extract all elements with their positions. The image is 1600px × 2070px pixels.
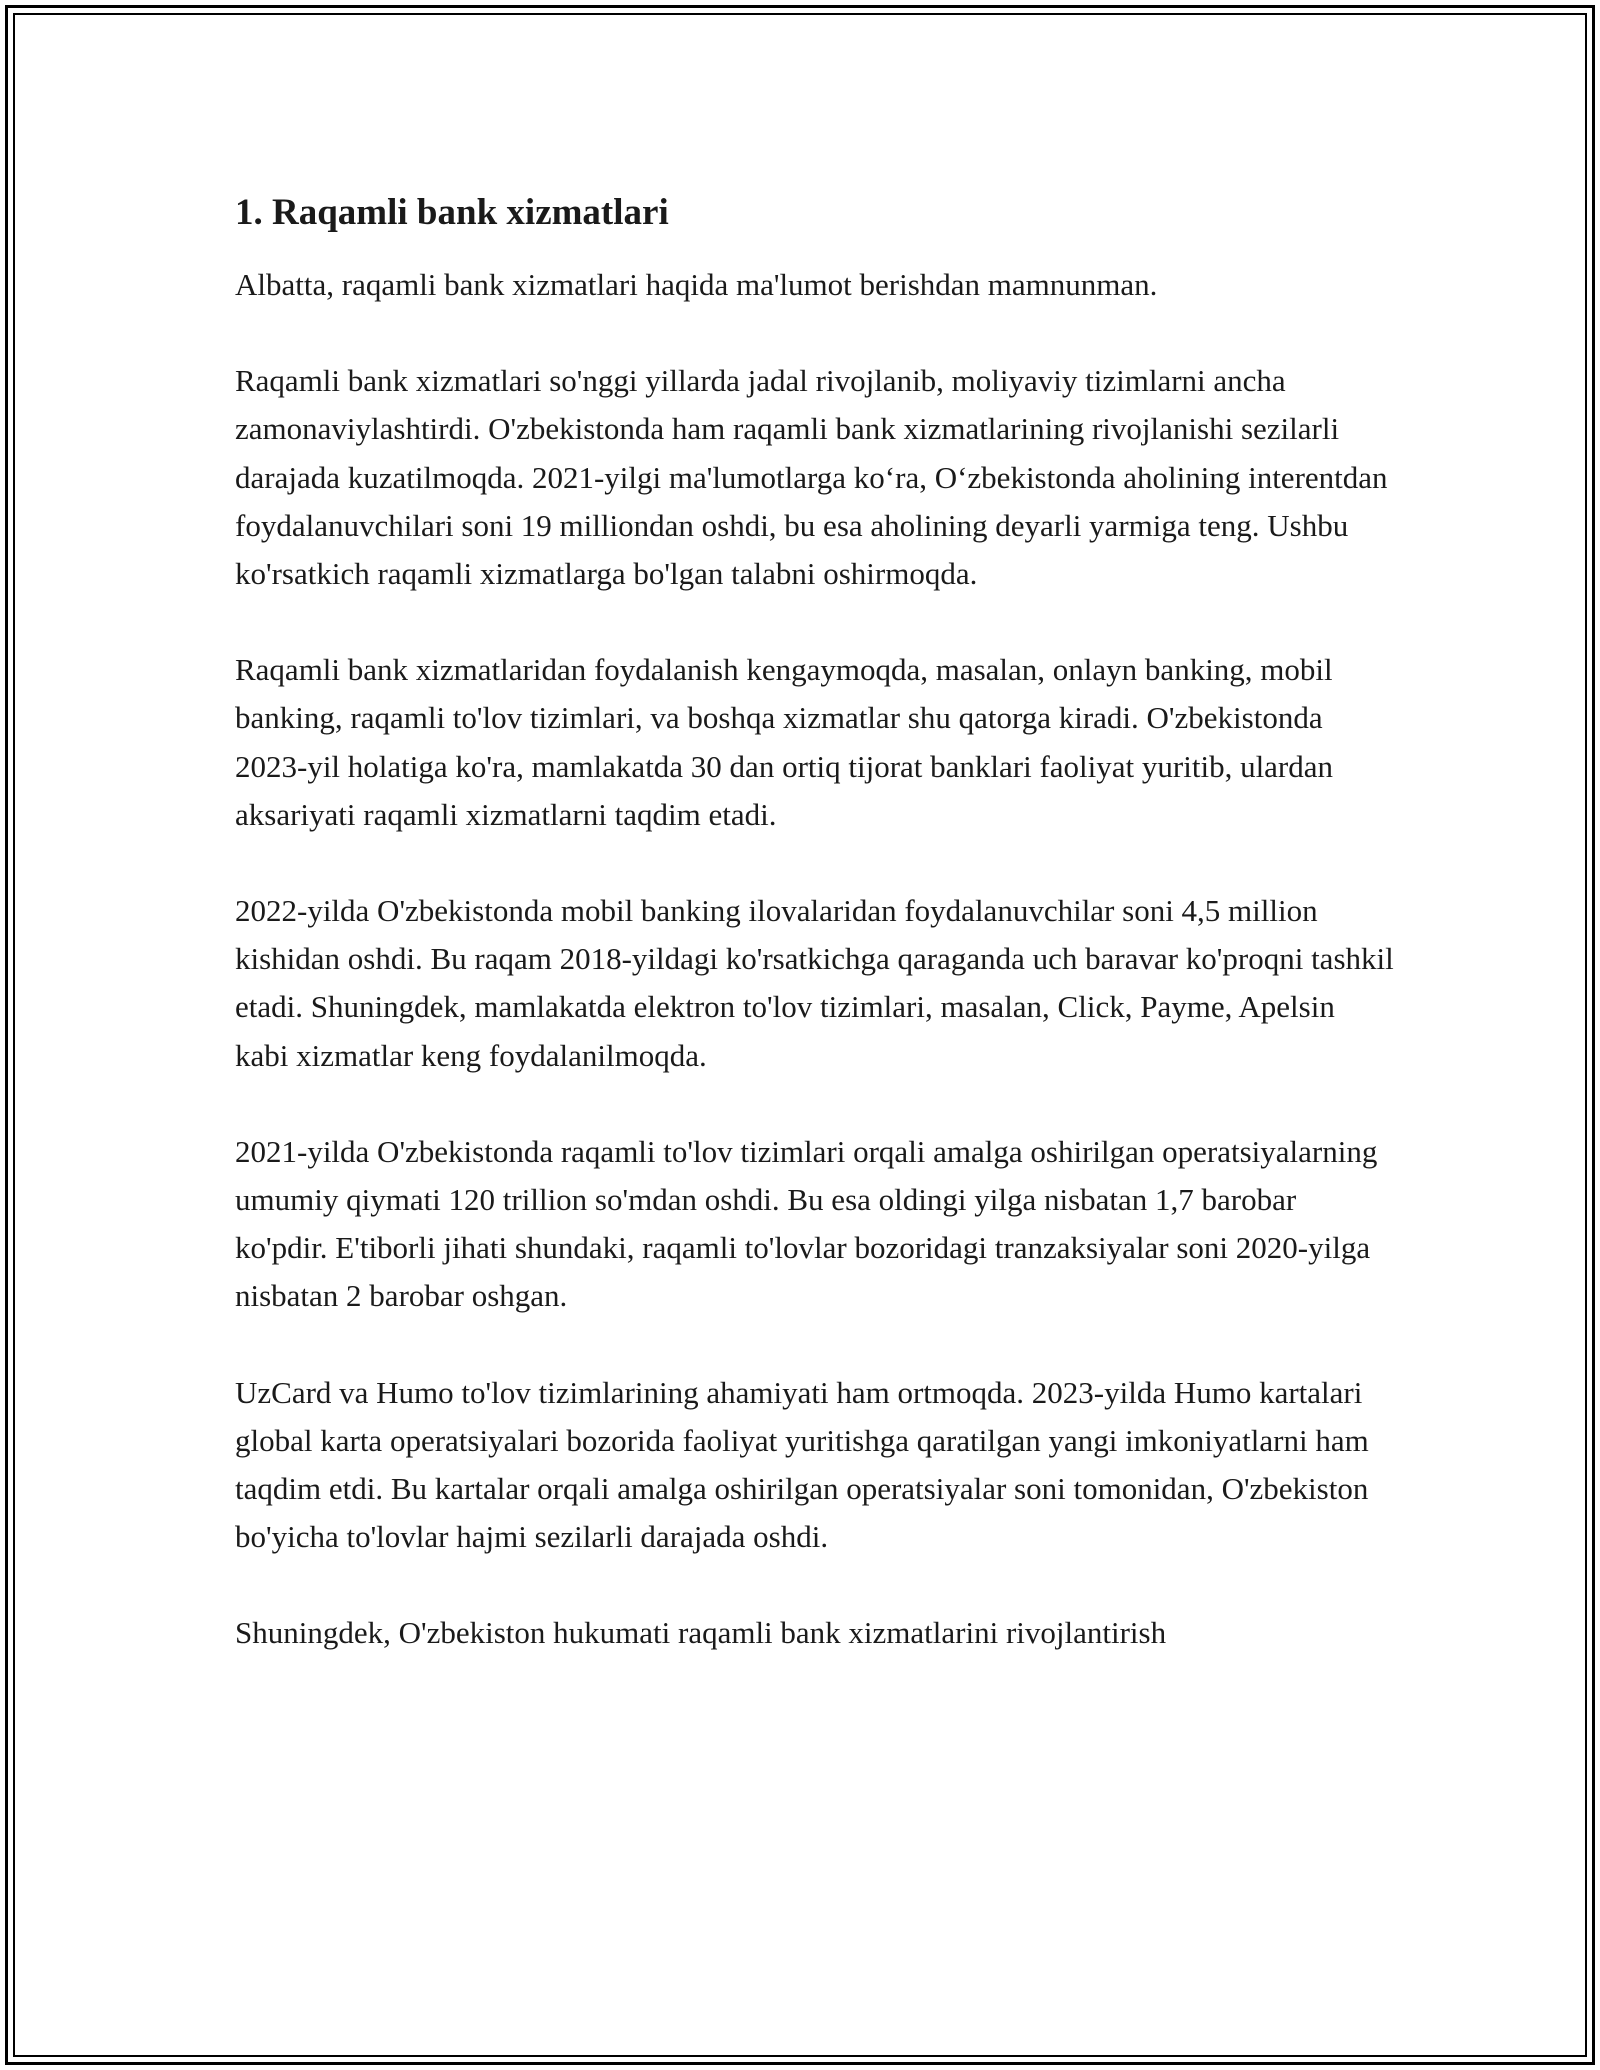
paragraph-overview: Raqamli bank xizmatlari so'nggi yillarda jadal rivojlanib, moliyaviy tizimlarni ancha zamonaviylashtirdi. O'zbekistonda ham raqamli bank xizmatlarining rivojlanishi sezilarli darajada kuzatilmoqda. 2021-yilgi ma'lumotlarga ko‘ra, O‘zbekistonda aholining interentdan foydalanuvchilari soni 19 milliondan oshdi, bu esa aholining deyarli yarmiga teng. Ushbu ko'rsatkich raqamli xizmatlarga bo'lgan talabni oshirmoqda. [235, 363, 1388, 592]
paragraph-intro: Albatta, raqamli bank xizmatlari haqida ma'lumot berishdan mamnunman. [235, 267, 1158, 302]
section-title: 1. Raqamli bank xizmatlari [235, 192, 669, 233]
paragraph-government: Shuningdek, O'zbekiston hukumati raqamli bank xizmatlarini rivojlantirish [235, 1615, 1167, 1651]
paragraph-uzcard-humo: UzCard va Humo to'lov tizimlarining ahamiyati ham ortmoqda. 2023-yilda Humo kartalari global karta operatsiyalari bozorida faoliyat yuritishga qaratilgan yangi imkoniyatlarni ham taqdim etdi. Bu kartalar orqali amalga oshirilgan operatsiyalar soni tomonidan, O'zbekiston bo'yicha to'lovlar hajmi sezilarli darajada oshdi. [235, 1374, 1369, 1555]
paragraph-payments: 2021-yilda O'zbekistonda raqamli to'lov tizimlari orqali amalga oshirilgan operatsiyalarning umumiy qiymati 120 trillion so'mdan oshdi. Bu esa oldingi yilga nisbatan 1,7 barobar ko'pdir. E'tiborli jihati shundaki, raqamli to'lovlar bozoridagi tranzaksiyalar soni 2020-yilga nisbatan 2 barobar oshgan. [235, 1133, 1378, 1314]
paragraph-mobile-banking: 2022-yilda O'zbekistonda mobil banking ilovalaridan foydalanuvchilar soni 4,5 million kishidan oshdi. Bu raqam 2018-yildagi ko'rsatkichga qaraganda uch baravar ko'proqni tashkil etadi. Shuningdek, mamlakatda elektron to'lov tizimlari, masalan, Click, Payme, Apelsin kabi xizmatlar keng foydalanilmoqda. [235, 893, 1394, 1073]
paragraph-services: Raqamli bank xizmatlaridan foydalanish kengaymoqda, masalan, onlayn banking, mobil banking, raqamli to'lov tizimlari, va boshqa xizmatlar shu qatorga kiradi. O'zbekistonda 2023-yil holatiga ko'ra, mamlakatda 30 dan ortiq tijorat banklari faoliyat yuritib, ulardan aksariyati raqamli xizmatlarni taqdim etadi. [235, 652, 1334, 832]
document-body [235, 185, 1395, 1706]
